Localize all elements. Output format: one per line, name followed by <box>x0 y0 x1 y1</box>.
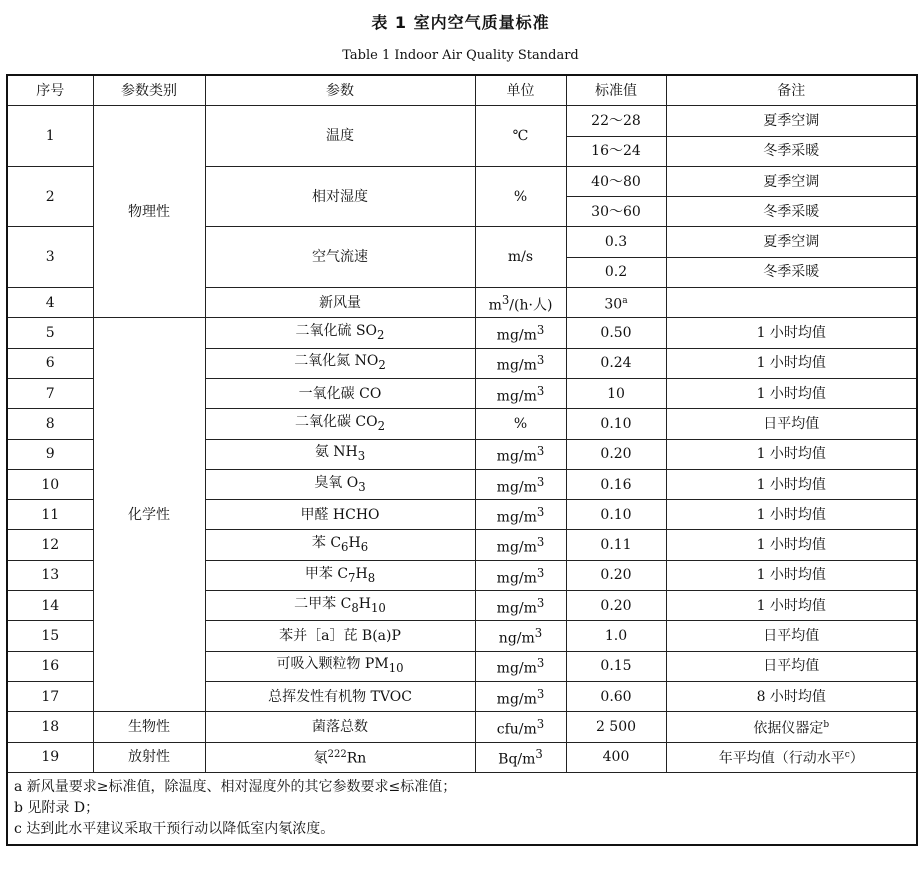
cell-no: 19 <box>7 742 93 772</box>
cell-unit: m/s <box>475 227 566 288</box>
cell-note: 夏季空调 <box>666 227 917 257</box>
header-row <box>7 75 917 106</box>
table-row <box>7 742 917 772</box>
cell-parameter: 一氧化碳 CO <box>205 378 475 408</box>
cell-unit: $Bq/m^3$ <box>475 742 566 772</box>
table-title: 表 1 室内空气质量标准 <box>371 13 550 32</box>
cell-unit: ℃ <box>475 106 566 167</box>
cell-value: 0.10 <box>566 500 666 530</box>
cell-parameter: 甲苯 $C_7H_8$ <box>205 560 475 590</box>
cell-parameter: 新风量 <box>205 288 475 318</box>
cell-note: 1 小时均值 <box>666 318 917 348</box>
cell-no: 14 <box>7 591 93 621</box>
cell-no: 9 <box>7 439 93 469</box>
cell-parameter: 氡$^{222}$Rn <box>205 742 475 772</box>
cell-note: 1 小时均值 <box>666 378 917 408</box>
cell-parameter: 相对湿度 <box>205 166 475 227</box>
cell-note: 1 小时均值 <box>666 439 917 469</box>
cell-note <box>666 288 917 318</box>
cell-parameter: 总挥发性有机物 TVOC <box>205 681 475 711</box>
cell-no: 12 <box>7 530 93 560</box>
cell-note: 8 小时均值 <box>666 681 917 711</box>
cell-parameter: 氨 $NH_3$ <box>205 439 475 469</box>
cell-parameter: 二氧化碳 $CO_2$ <box>205 409 475 439</box>
cell-unit: $mg/m^3$ <box>475 378 566 408</box>
cell-value: 0.16 <box>566 469 666 499</box>
cell-note: 冬季采暖 <box>666 136 917 166</box>
cell-unit: $mg/m^3$ <box>475 591 566 621</box>
header-standard-value: 标准值 <box>566 75 666 106</box>
cell-value: 2 500 <box>566 712 666 742</box>
cell-value: 0.15 <box>566 651 666 681</box>
cell-no: 10 <box>7 469 93 499</box>
footnotes <box>7 772 917 845</box>
header-parameter: 参数 <box>205 75 475 106</box>
air-quality-table <box>6 74 918 846</box>
footnote-c: c 达到此水平建议采取干预行动以降低室内氡浓度。 <box>14 820 335 837</box>
header-no: 序号 <box>7 75 93 106</box>
cell-value: 30$^a$ <box>566 288 666 318</box>
cell-unit: $mg/m^3$ <box>475 348 566 378</box>
category-physical: 物理性 <box>93 106 205 318</box>
cell-unit: % <box>475 409 566 439</box>
cell-value: 0.3 <box>566 227 666 257</box>
header-category: 参数类别 <box>93 75 205 106</box>
category-biological: 生物性 <box>93 712 205 742</box>
cell-unit: $mg/m^3$ <box>475 651 566 681</box>
cell-note: 日平均值 <box>666 409 917 439</box>
header-unit: 单位 <box>475 75 566 106</box>
cell-note: 夏季空调 <box>666 166 917 196</box>
cell-value: 0.60 <box>566 681 666 711</box>
cell-no: 11 <box>7 500 93 530</box>
cell-no: 15 <box>7 621 93 651</box>
cell-unit: $mg/m^3$ <box>475 318 566 348</box>
cell-value: 30～60 <box>566 197 666 227</box>
cell-note: 依据仪器定$^b$ <box>666 712 917 742</box>
cell-note: 1 小时均值 <box>666 500 917 530</box>
cell-value: 1.0 <box>566 621 666 651</box>
cell-unit: $mg/m^3$ <box>475 560 566 590</box>
cell-unit: $mg/m^3$ <box>475 530 566 560</box>
cell-note: 1 小时均值 <box>666 469 917 499</box>
cell-value: 0.10 <box>566 409 666 439</box>
cell-note: 年平均值（行动水平$^c$） <box>666 742 917 772</box>
cell-no: 1 <box>7 106 93 167</box>
cell-note: 冬季采暖 <box>666 257 917 287</box>
footnote-a: a 新风量要求≥标准值，除温度、相对湿度外的其它参数要求≤标准值； <box>14 778 457 795</box>
table-subtitle: Table 1 Indoor Air Quality Standard <box>342 48 579 63</box>
cell-note: 夏季空调 <box>666 106 917 136</box>
cell-note: 1 小时均值 <box>666 348 917 378</box>
cell-no: 5 <box>7 318 93 348</box>
footnote-b: b 见附录 D； <box>14 799 100 816</box>
cell-unit: $mg/m^3$ <box>475 439 566 469</box>
cell-parameter: 苯 $C_6H_6$ <box>205 530 475 560</box>
cell-note: 1 小时均值 <box>666 591 917 621</box>
cell-parameter: 二氧化氮 $NO_2$ <box>205 348 475 378</box>
category-chemical: 化学性 <box>93 318 205 712</box>
table-row <box>7 106 917 136</box>
cell-note: 1 小时均值 <box>666 560 917 590</box>
footnotes-row <box>7 772 917 845</box>
cell-note: 冬季采暖 <box>666 197 917 227</box>
cell-parameter: 臭氧 $O_3$ <box>205 469 475 499</box>
cell-value: 16～24 <box>566 136 666 166</box>
cell-no: 17 <box>7 681 93 711</box>
cell-parameter: 二氧化硫 $SO_2$ <box>205 318 475 348</box>
cell-value: 0.20 <box>566 439 666 469</box>
cell-no: 6 <box>7 348 93 378</box>
category-radioactive: 放射性 <box>93 742 205 772</box>
cell-value: 40～80 <box>566 166 666 196</box>
cell-parameter: 苯并［a］芘 B(a)P <box>205 621 475 651</box>
cell-no: 13 <box>7 560 93 590</box>
cell-unit: cfu/$m^3$ <box>475 712 566 742</box>
cell-unit: $m^3/(h\cdot$人) <box>475 288 566 318</box>
cell-value: 0.11 <box>566 530 666 560</box>
cell-unit: $mg/m^3$ <box>475 469 566 499</box>
cell-no: 18 <box>7 712 93 742</box>
cell-parameter: 可吸入颗粒物 $PM_{10}$ <box>205 651 475 681</box>
cell-parameter: 空气流速 <box>205 227 475 288</box>
cell-note: 日平均值 <box>666 651 917 681</box>
cell-parameter: 温度 <box>205 106 475 167</box>
cell-parameter: 甲醛 HCHO <box>205 500 475 530</box>
cell-no: 2 <box>7 166 93 227</box>
table-row <box>7 318 917 348</box>
cell-no: 3 <box>7 227 93 288</box>
cell-no: 16 <box>7 651 93 681</box>
cell-value: 400 <box>566 742 666 772</box>
cell-no: 7 <box>7 378 93 408</box>
cell-value: 0.20 <box>566 560 666 590</box>
cell-note: 日平均值 <box>666 621 917 651</box>
cell-unit: % <box>475 166 566 227</box>
cell-value: 0.2 <box>566 257 666 287</box>
header-remarks: 备注 <box>666 75 917 106</box>
cell-value: 10 <box>566 378 666 408</box>
cell-note: 1 小时均值 <box>666 530 917 560</box>
cell-value: 0.20 <box>566 591 666 621</box>
cell-unit: $mg/m^3$ <box>475 500 566 530</box>
cell-unit: $ng/m^3$ <box>475 621 566 651</box>
cell-no: 4 <box>7 288 93 318</box>
cell-parameter: 二甲苯 $C_8H_{10}$ <box>205 591 475 621</box>
cell-parameter: 菌落总数 <box>205 712 475 742</box>
cell-value: 0.24 <box>566 348 666 378</box>
cell-no: 8 <box>7 409 93 439</box>
cell-unit: $mg/m^3$ <box>475 681 566 711</box>
cell-value: 22～28 <box>566 106 666 136</box>
cell-value: 0.50 <box>566 318 666 348</box>
table-row <box>7 712 917 742</box>
